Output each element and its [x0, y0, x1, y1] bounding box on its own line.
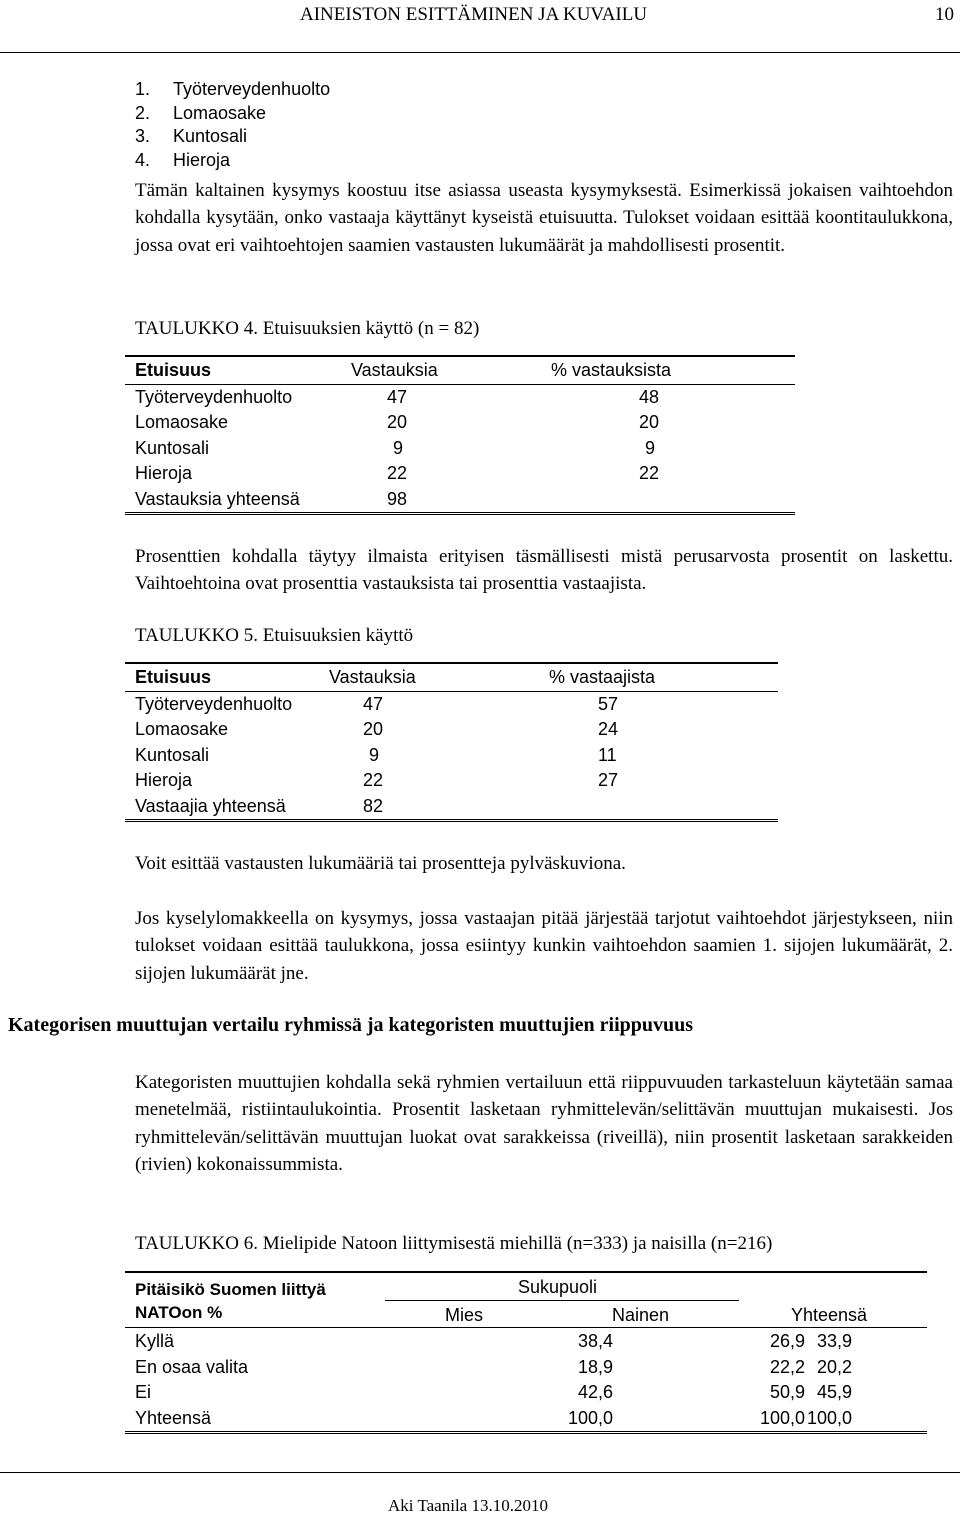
- table4-header: % vastauksista: [551, 358, 795, 384]
- table-row: [125, 1329, 927, 1355]
- table-row: [125, 794, 778, 821]
- list-item: [135, 102, 330, 126]
- table-cell: 26,9: [769, 1331, 805, 1352]
- header-divider: [0, 52, 960, 53]
- paragraph-ranking: Jos kyselylomakkeella on kysymys, jossa vastaajan pitää järjestää tarjotut vaihtoehdot järjestykseen, niin tulokset voidaan esittää taulukkona, jossa esiintyy kunkin vaihtoehdon saamien 1. sijojen lukumäärät, 2. sijojen lukumäärät jne.: [135, 908, 953, 984]
- table-row: [125, 461, 795, 487]
- table6-group-rule: [385, 1300, 739, 1301]
- table-cell: [549, 794, 778, 821]
- table-cell: [551, 487, 795, 514]
- paragraph-intro: Tämän kaltainen kysymys koostuu itse asiassa useasta kysymyksestä. Esimerkissä jokaisen vaihtoehdon kohdalla kysytään, onko vastaaja käyttänyt kyseistä etuisuutta. Tulokset voidaan esittää koontitaulukkona, jossa ovat eri vaihtoehtojen saamien vastausten lukumäärät ja mahdollisesti prosentit.: [135, 180, 953, 256]
- table-cell: 22: [639, 463, 660, 484]
- table-cell: Työterveydenhuolto: [135, 693, 293, 714]
- table-cell: 20,2: [816, 1356, 852, 1377]
- page-number: 10: [935, 4, 954, 25]
- table-cell: 98: [351, 487, 551, 514]
- table-row: [125, 1355, 927, 1381]
- list-number: 1.: [135, 79, 151, 99]
- table-cell: Työterveydenhuolto: [135, 386, 293, 407]
- table-row: [125, 1406, 927, 1433]
- table-row: [125, 1380, 927, 1406]
- table-cell: Ei: [135, 1382, 152, 1403]
- table-cell: Kuntosali: [135, 744, 210, 765]
- page-header: [0, 0, 960, 54]
- table-cell: 27: [598, 770, 619, 791]
- table6-row-header: [135, 1278, 326, 1324]
- table-cell: 50,9: [769, 1382, 805, 1403]
- table-cell: 9: [393, 437, 404, 458]
- table4-caption: TAULUKKO 4. Etuisuuksien käyttö (n = 82): [135, 318, 480, 339]
- table4: [125, 358, 795, 515]
- table-cell: 9: [645, 437, 656, 458]
- table-cell: 47: [363, 693, 384, 714]
- table4-header: Vastauksia: [351, 358, 551, 384]
- list-label: Hieroja: [173, 149, 231, 170]
- table6-row-header-line: NATOon %: [135, 1303, 223, 1322]
- table-cell: 33,9: [816, 1331, 852, 1352]
- table5: [125, 665, 778, 822]
- list-item: [135, 78, 330, 102]
- table4-header: Etuisuus: [125, 358, 351, 384]
- table-cell: 48: [639, 386, 660, 407]
- table6-top-rule: [125, 1271, 927, 1273]
- list-number: 3.: [135, 126, 151, 146]
- table6-header-rule: [125, 1327, 927, 1328]
- list-number: 2.: [135, 102, 151, 123]
- paragraph-crosstab: Kategoristen muuttujien kohdalla sekä ryhmien vertailuun että riippuvuuden tarkasteluun käytetään samaa menetelmää, ristiintaulukointia. Prosentit lasketaan ryhmittelevän/selittävän muuttujan mukaisesti. Jos ryhmittelevän/selittävän muuttujan luokat ovat sarakkeissa (riveillä), niin prosentit lasketaan sarakkeiden (rivien) kokonaissummista.: [135, 1072, 953, 1175]
- table-row: [125, 384, 795, 410]
- table5-caption: TAULUKKO 5. Etuisuuksien käyttö: [135, 625, 414, 646]
- table-row: [125, 743, 778, 769]
- table6-caption: TAULUKKO 6. Mielipide Natoon liittymisestä miehillä (n=333) ja naisilla (n=216): [135, 1233, 773, 1254]
- table6-row-header-line: Pitäisikö Suomen liittyä: [135, 1280, 326, 1299]
- table-row: [125, 487, 795, 514]
- list-item: [135, 125, 330, 149]
- table6-subheader: Nainen: [612, 1305, 670, 1325]
- table-cell: Kuntosali: [135, 437, 210, 458]
- table-cell: 38,4: [577, 1331, 613, 1352]
- table-cell: Lomaosake: [135, 719, 229, 740]
- table-cell: 11: [598, 744, 617, 765]
- list-number: 4.: [135, 149, 151, 170]
- table-cell: 20: [363, 719, 384, 740]
- table5-header: Vastauksia: [329, 665, 549, 691]
- table-cell: 100,0: [805, 1406, 927, 1433]
- table5-header: % vastaajista: [549, 665, 778, 691]
- table-cell: Kyllä: [135, 1331, 175, 1352]
- list-label: Kuntosali: [173, 126, 248, 146]
- table-cell: 100,0: [425, 1406, 615, 1433]
- numbered-list: [135, 78, 330, 172]
- table-row: [125, 768, 778, 794]
- table-cell: Hieroja: [135, 770, 193, 791]
- table-cell: Lomaosake: [135, 412, 229, 433]
- table-cell: 22: [387, 463, 408, 484]
- table-cell: 20: [639, 412, 660, 433]
- table-cell: 47: [387, 386, 408, 407]
- table-cell: 24: [598, 719, 619, 740]
- table-cell: 18,9: [577, 1356, 613, 1377]
- table-cell: 57: [598, 693, 619, 714]
- table6: [125, 1329, 927, 1434]
- table-cell: 42,6: [577, 1382, 613, 1403]
- table-cell: Vastauksia yhteensä: [125, 487, 351, 514]
- footer-author-date: Aki Taanila 13.10.2010: [388, 1496, 548, 1515]
- table-cell: 100,0: [615, 1406, 805, 1433]
- table-cell: Yhteensä: [125, 1406, 425, 1433]
- table-row: [125, 691, 778, 717]
- table5-header: Etuisuus: [125, 665, 329, 691]
- section-heading: Kategorisen muuttujan vertailu ryhmissä ja kategoristen muuttujien riippuvuus: [8, 1014, 694, 1036]
- table-cell: Hieroja: [135, 463, 193, 484]
- table6-subheader: Yhteensä: [791, 1305, 868, 1325]
- table5-top-rule: [125, 662, 778, 664]
- table-cell: 22,2: [769, 1356, 805, 1377]
- table-cell: En osaa valita: [135, 1356, 249, 1377]
- table-row: [125, 410, 795, 436]
- table4-top-rule: [125, 355, 795, 357]
- table-row: [125, 717, 778, 743]
- paragraph-bar-chart-note: Voit esittää vastausten lukumääriä tai prosentteja pylväskuviona.: [135, 853, 626, 874]
- table-cell: 82: [329, 794, 549, 821]
- table-cell: 20: [387, 412, 408, 433]
- paragraph-percent-basis: Prosenttien kohdalla täytyy ilmaista erityisen täsmällisesti mistä perusarvosta prosentit on laskettu. Vaihtoehtoina ovat prosenttia vastauksista tai prosenttia vastaajista.: [135, 546, 953, 595]
- table-cell: 9: [369, 744, 380, 765]
- list-label: Työterveydenhuolto: [173, 79, 331, 99]
- running-title: AINEISTON ESITTÄMINEN JA KUVAILU: [300, 4, 648, 25]
- list-item: [135, 149, 330, 173]
- table-cell: 22: [363, 770, 384, 791]
- list-label: Lomaosake: [173, 102, 267, 123]
- table6-group-header: Sukupuoli: [518, 1277, 598, 1297]
- table-cell: Vastaajia yhteensä: [125, 794, 329, 821]
- footer-divider: [0, 1472, 960, 1473]
- table-cell: 45,9: [816, 1382, 852, 1403]
- table-row: [125, 436, 795, 462]
- table6-subheader: Mies: [445, 1305, 484, 1325]
